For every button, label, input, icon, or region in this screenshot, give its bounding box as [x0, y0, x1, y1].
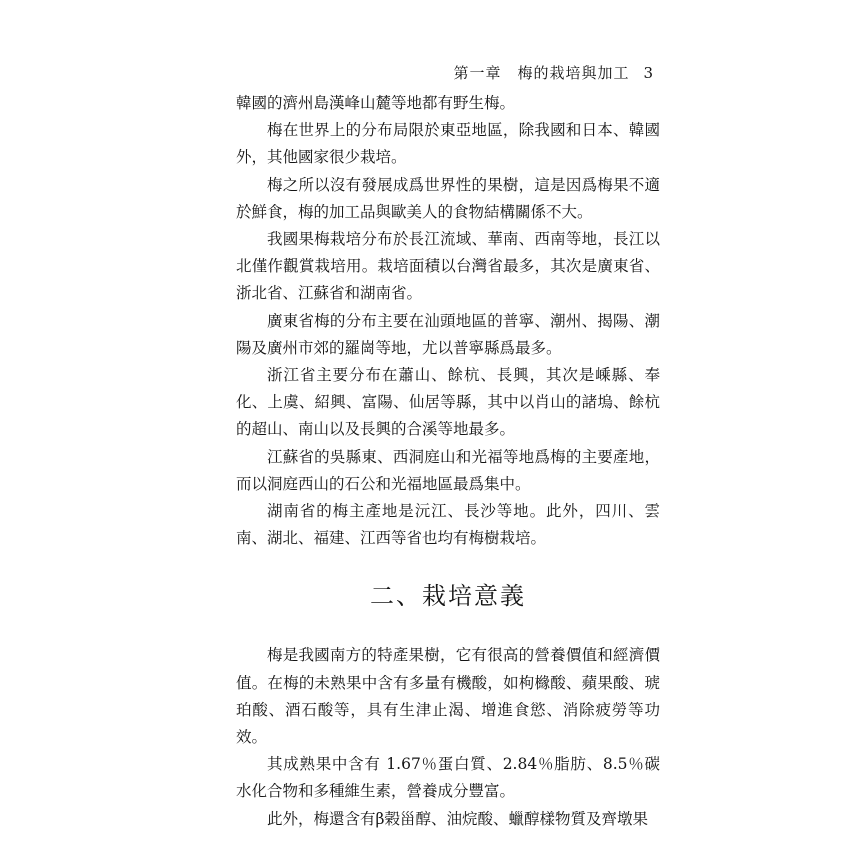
paragraph: 梅在世界上的分布局限於東亞地區，除我國和日本、韓國外，其他國家很少栽培。 — [236, 121, 660, 167]
paragraph: 湖南省的梅主產地是沅江、長沙等地。此外，四川、雲南、湖北、福建、江西等省也均有梅樹栽培。 — [236, 502, 660, 548]
paragraph: 韓國的濟州島漢峰山麓等地都有野生梅。 — [236, 94, 516, 112]
running-header — [453, 62, 654, 83]
page-number: 3 — [643, 64, 654, 82]
paragraph: 浙江省主要分布在蕭山、餘杭、長興，其次是嵊縣、奉化、上虞、紹興、富陽、仙居等縣，其中以肖山的諸塢、餘杭的超山、南山以及長興的合溪等地最多。 — [236, 366, 660, 439]
paragraph: 此外，梅還含有β榖甾醇、油烷酸、蠟醇樣物質及齊墩果 — [267, 809, 648, 828]
paragraph: 其成熟果中含有 1.67％蛋白質、2.84％脂肪、8.5％碳水化合物和多種維生素，營養成分豐富。 — [236, 755, 660, 801]
paragraph: 我國果梅栽培分布於長江流域、華南、西南等地，長江以北僅作觀賞栽培用。栽培面積以台灣省最多，其次是廣東省、浙北省、江蘇省和湖南省。 — [236, 230, 660, 303]
body-text — [236, 90, 660, 833]
chapter-title: 第一章 梅的栽培與加工 — [453, 64, 630, 82]
paragraph: 江蘇省的吳縣東、西洞庭山和光福等地爲梅的主要產地，而以洞庭西山的石公和光福地區最爲集中。 — [236, 447, 660, 493]
paragraph: 廣東省梅的分布主要在汕頭地區的普寧、潮州、揭陽、潮陽及廣州市郊的羅崗等地，尤以普寧縣爲最多。 — [236, 311, 660, 357]
paragraph: 梅之所以沒有發展成爲世界性的果樹，這是因爲梅果不適於鮮食，梅的加工品與歐美人的食物結構關係不大。 — [236, 175, 660, 221]
paragraph: 梅是我國南方的特產果樹，它有很高的營養價值和經濟價值。在梅的未熟果中含有多量有機酸，如枸櫞酸、蘋果酸、琥珀酸、酒石酸等，具有生津止渴、增進食慾、消除疲勞等功效。 — [236, 646, 660, 747]
section-heading: 二、栽培意義 — [370, 582, 526, 611]
